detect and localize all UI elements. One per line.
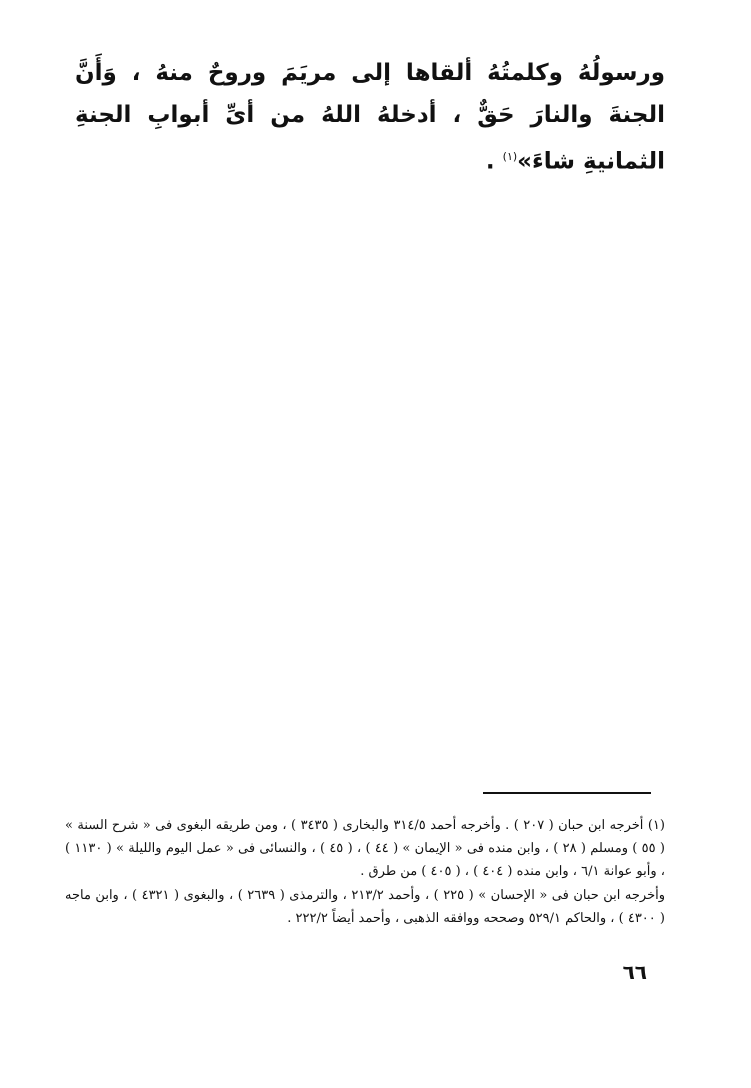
page-number: ٦٦ xyxy=(622,960,647,984)
main-text: ورسولُهُ وكلمتُهُ ألقاها إلى مريَمَ وروحٌ منهُ ، وَأَنَّ الجنةَ والنارَ حَقٌّ ، أدخلهُ اللهُ من أىِّ أبوابِ الجنةِ الثمانيةِ شاءَ» xyxy=(75,60,665,175)
main-paragraph xyxy=(75,52,665,183)
sentence-end: . xyxy=(485,148,495,175)
footnotes-section xyxy=(65,814,665,930)
footnote-divider xyxy=(483,792,651,794)
footnote-reference: (١) xyxy=(502,150,518,163)
footnote-1: (١) أخرجه ابن حبان ( ٢٠٧ ) . وأخرجه أحمد ٣١٤/٥ والبخارى ( ٣٤٣٥ ) ، ومن طريقه البغوى فى « شرح السنة » ( ٥٥ ) ومسلم ( ٢٨ ) ، وابن منده فى « الإيمان » ( ٤٤ ) ، ( ٤٥ ) ، والنسائى فى « عمل اليوم والليلة » ( ١١٣٠ ) ، وأبو عوانة ٦/١ ، وابن منده ( ٤٠٤ ) ، ( ٤٠٥ ) من طرق . xyxy=(65,818,666,879)
footnote-1-continued: وأخرجه ابن حبان فى « الإحسان » ( ٢٢٥ ) ، وأحمد ٢١٣/٢ ، والترمذى ( ٢٦٣٩ ) ، والبغوى ( ٤٣٢١ ) ، وابن ماجه ( ٤٣٠٠ ) ، والحاكم ٥٢٩/١ وصححه ووافقه الذهبى ، وأحمد أيضاً ٢٢٢/٢ . xyxy=(65,888,666,926)
